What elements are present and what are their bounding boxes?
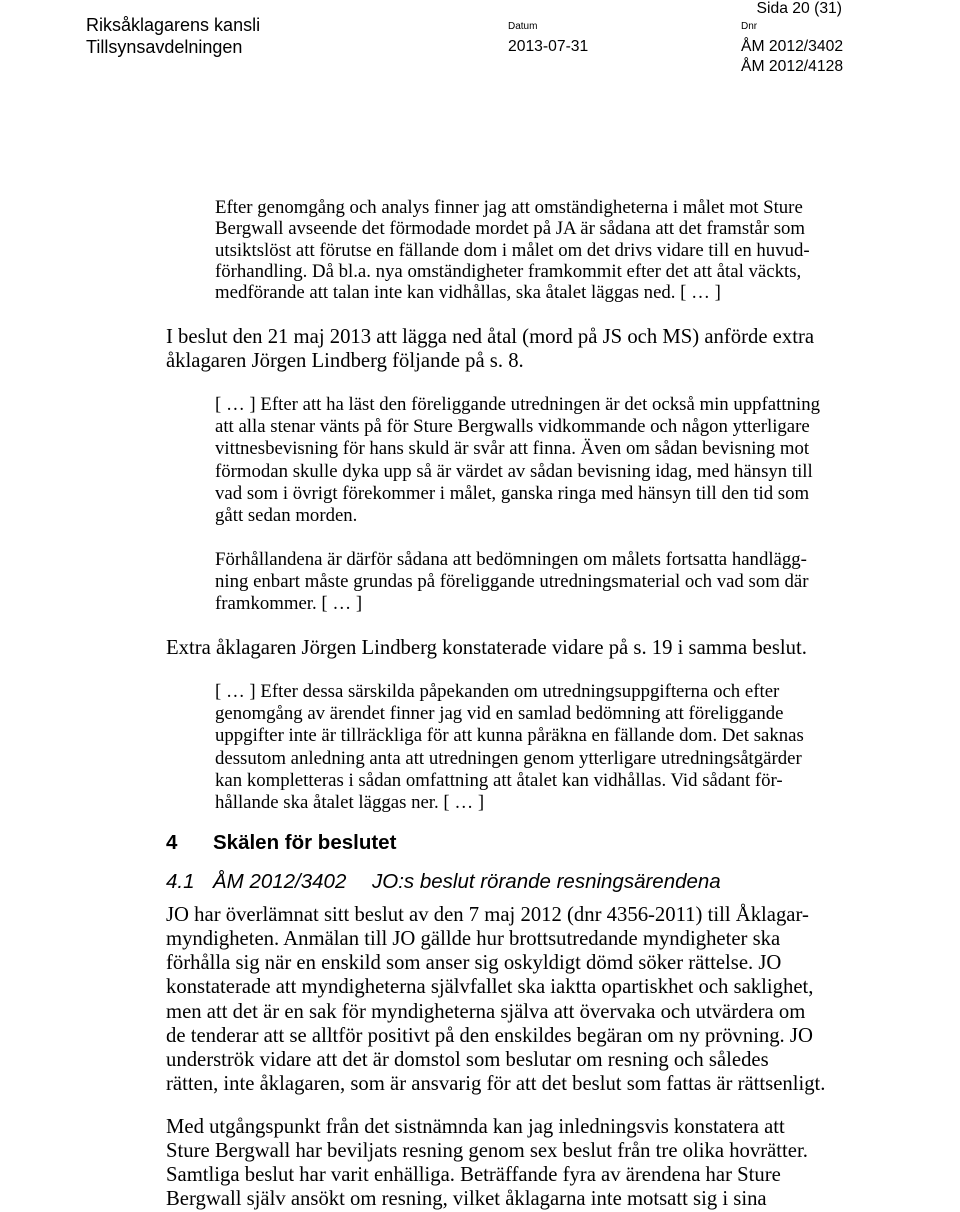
dnr-number: ÅM 2012/4128 (741, 58, 844, 75)
paragraph-line: myndigheten. Anmälan till JO gällde hur brottsutredande myndigheter ska (166, 928, 781, 951)
paragraph-line: Med utgångspunkt från det sistnämnda kan jag inledningsvis konstatera att (166, 1116, 785, 1138)
paragraph-line: men att det är en sak för myndigheterna själva att övervaka och utvärdera om (166, 1000, 806, 1023)
department-name: Tillsynsavdelningen (86, 37, 243, 57)
quote-line: genomgång av ärendet finner jag vid en samlad bedömning att föreliggande (215, 703, 784, 725)
paragraph-line: Bergwall själv ansökt om resning, vilket åklagarna inte motsatt sig i sina (166, 1188, 767, 1210)
document-date: 2013-07-31 (508, 38, 589, 55)
subsection-reference: ÅM 2012/3402 (213, 870, 347, 893)
subsection-title: JO:s beslut rörande resningsärendena (372, 870, 721, 893)
dnr-label: Dnr (741, 21, 758, 32)
quote-line: förhandling. Då bl.a. nya omständigheter framkommit efter det att åtal väckts, (215, 260, 802, 282)
quote-block (215, 681, 804, 814)
paragraph-line: underströk vidare att det är domstol som beslutar om resning och således (166, 1048, 769, 1071)
quote-line: att alla stenar vänts på för Sture Bergwalls vidkommande och någon ytterligare (215, 416, 810, 438)
paragraph-line: Samtliga beslut har varit enhälliga. Beträffande fyra av ärendena har Sture (166, 1164, 781, 1186)
paragraph-line: JO har överlämnat sitt beslut av den 7 maj 2012 (dnr 4356-2011) till Åklagar- (166, 904, 809, 926)
date-label: Datum (508, 21, 538, 32)
paragraph (166, 903, 825, 1096)
quote-line: Efter genomgång och analys finner jag att omständigheterna i målet mot Sture (215, 197, 803, 218)
section-heading (166, 831, 866, 855)
page-number: Sida 20 (31) (756, 0, 842, 17)
quote-line: Förhållandena är därför sådana att bedömningen om målets fortsatta handlägg- (215, 549, 807, 570)
quote-line: framkommer. [ … ] (215, 593, 363, 615)
quote-block (215, 549, 809, 616)
paragraph-line: konstaterade att myndigheterna självfallet ska iaktta opartiskhet och saklighet, (166, 976, 814, 999)
quote-line: kan kompletteras i sådan omfattning att åtalet kan vidhållas. Vid sådant för- (215, 769, 783, 791)
quote-line: vittnesbevisning för hans skuld är svår att finna. Även om sådan bevisning mot (215, 438, 810, 460)
paragraph-line: åklagaren Jörgen Lindberg följande på s. 8. (166, 350, 524, 373)
quote-line: gått sedan morden. (215, 505, 358, 527)
paragraph-line: Extra åklagaren Jörgen Lindberg konstaterade vidare på s. 19 i samma beslut. (166, 637, 807, 659)
paragraph-line: Sture Bergwall har beviljats resning genom sex beslut från tre olika hovrätter. (166, 1140, 808, 1162)
quote-line: [ … ] Efter att ha läst den föreliggande utredningen är det också min uppfattning (215, 394, 820, 415)
quote-line: utsiktslöst att förutse en fällande dom i målet om det drivs vidare till en huvud- (215, 239, 810, 261)
quote-line: uppgifter inte är tillräckliga för att kunna påräkna en fällande dom. Det saknas (215, 725, 804, 747)
subsection-heading (166, 870, 866, 894)
quote-line: vad som i övrigt förekommer i målet, ganska ringa med hänsyn till den tid som (215, 482, 810, 504)
section-title: Skälen för beslutet (213, 831, 397, 854)
quote-line: medförande att talan inte kan vidhållas, ska åtalet läggas ned. [ … ] (215, 282, 721, 304)
quote-line: dessutom anledning anta att utredningen genom ytterligare utredningsåtgärder (215, 747, 802, 769)
paragraph (166, 636, 807, 660)
paragraph-line: de tenderar att se alltför positivt på den enskildes begäran om ny prövning. JO (166, 1024, 813, 1047)
subsection-number: 4.1 (166, 870, 195, 893)
quote-line: hållande ska åtalet läggas ner. [ … ] (215, 792, 485, 814)
paragraph-line: rätten, inte åklagaren, som är ansvarig för att det beslut som fattas är rättsenligt. (166, 1073, 826, 1096)
organization-name: Riksåklagarens kansli (86, 15, 261, 35)
paragraph (166, 325, 814, 373)
paragraph-line: förhålla sig när en enskild som anser sig oskyldigt dömd söker rättelse. JO (166, 952, 782, 975)
quote-line: ning enbart måste grundas på föreliggande utredningsmaterial och vad som där (215, 571, 809, 593)
quote-block (215, 394, 820, 527)
paragraph (166, 1115, 808, 1211)
section-number: 4 (166, 831, 178, 854)
paragraph-line: I beslut den 21 maj 2013 att lägga ned åtal (mord på JS och MS) anförde extra (166, 326, 815, 348)
quote-line: Bergwall avseende det förmodade mordet på JA är sådana att det framstår som (215, 218, 806, 240)
dnr-number: ÅM 2012/3402 (741, 38, 844, 55)
quote-line: förmodan skulle dyka upp så är värdet av sådan bevisning idag, med hänsyn till (215, 460, 813, 482)
quote-block (215, 197, 810, 303)
quote-line: [ … ] Efter dessa särskilda påpekanden om utredningsuppgifterna och efter (215, 681, 780, 702)
